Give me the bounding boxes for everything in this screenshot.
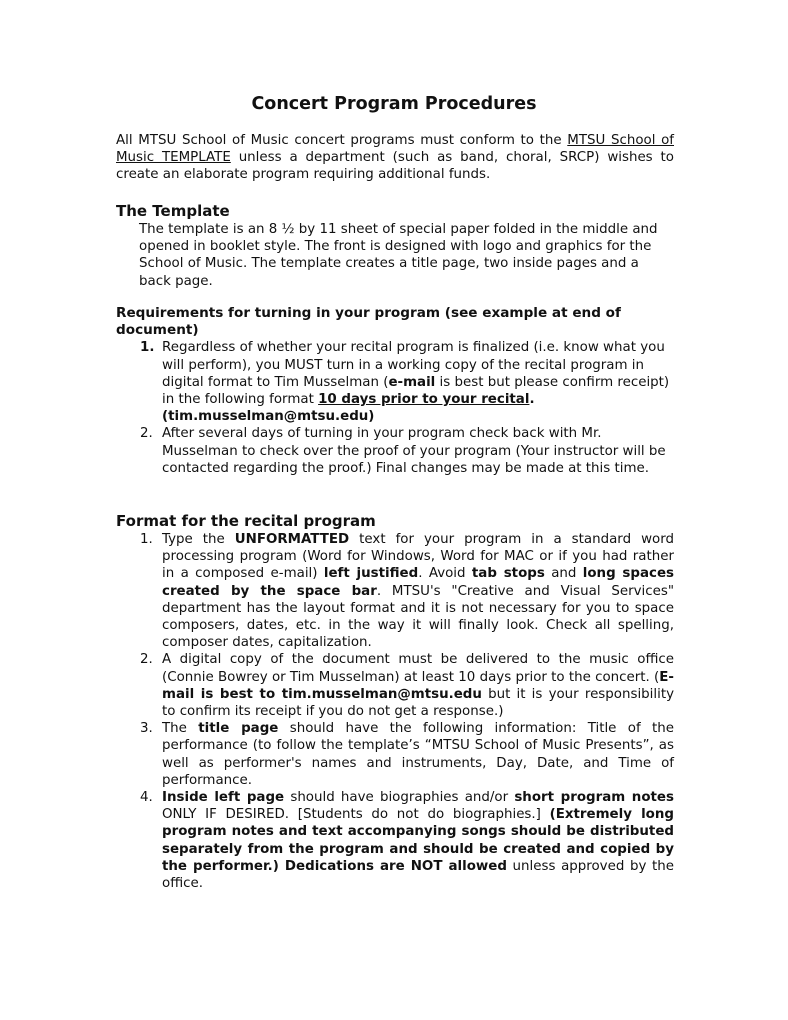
list-item: 1. Regardless of whether your recital program is finalized (i.e. know what you will perform), you MUST turn in a working copy of the recital program in digital format to Tim Musselman (e-mail is best but please confirm receipt) in the following format 10 days prior to your recital. (tim.musselman@mtsu.edu) [140,340,670,425]
format-list [116,531,674,892]
list-item: 4. Inside left page should have biographies and/or short program notes ONLY IF DESIRED. [Students do not do biographies.] (Extremely long program notes and text accompanying songs should be distributed separately from the program and should be created and copied by the performer.) Dedications are NOT allowed unless approved by the office. [140,790,674,892]
requirements-list [116,339,674,477]
format-heading: Format for the recital program [116,512,376,530]
list-number: 1. [140,532,153,547]
list-number: 3. [140,721,153,737]
intro-paragraph: All MTSU School of Music concert programs must conform to the MTSU School of Music TEMPLATE unless a department (such as band, choral, SRCP) wishes to create an elaborate program requiring additional funds. [116,133,674,183]
list-item: 2. A digital copy of the document must be delivered to the music office (Connie Bowrey or Tim Musselman) at least 10 days prior to the concert. (E-mail is best to tim.musselman@mtsu.edu but it is your responsibility to confirm its receipt if you do not get a response.) [140,652,675,720]
requirements-heading: Requirements for turning in your program (see example at end of document) [116,305,621,339]
list-item: 1. Type the UNFORMATTED text for your program in a standard word processing program (Word for Windows, Word for MAC or if you had rather in a composed e-mail) left justified. Avoid tab stops and long spaces created by the space bar. MTSU's "Creative and Visual Services" department has the layout format and it is not necessary for you to space composers, dates, etc. in the way it will finally look. Check all spelling, composer dates, capitalization. [140,532,675,651]
list-number: 1. [140,340,155,356]
list-item: 3. The title page should have the following information: Title of the performance (to follow the template’s “MTSU School of Music Presents”, as well as performer's names and instruments, Day, Date, and Time of performance. [140,721,674,788]
format-section [116,512,674,892]
list-number: 2. [140,652,153,668]
template-link[interactable]: MTSU School of Music TEMPLATE [116,133,674,166]
template-section [116,202,674,290]
template-body: The template is an 8 ½ by 11 sheet of special paper folded in the middle and opened in booklet style. The front is designed with logo and graphics for the School of Music. The template creates a title page, two inside pages and a back page. [139,222,658,289]
list-number: 2. [140,426,153,442]
template-heading: The Template [116,202,230,220]
list-item: 2. After several days of turning in your program check back with Mr. Musselman to check over the proof of your program (Your instructor will be contacted regarding the proof.) Final changes may be made at this time. [140,426,666,476]
requirements-section [116,305,674,477]
list-number: 4. [140,790,153,806]
page-title: Concert Program Procedures [251,94,537,114]
